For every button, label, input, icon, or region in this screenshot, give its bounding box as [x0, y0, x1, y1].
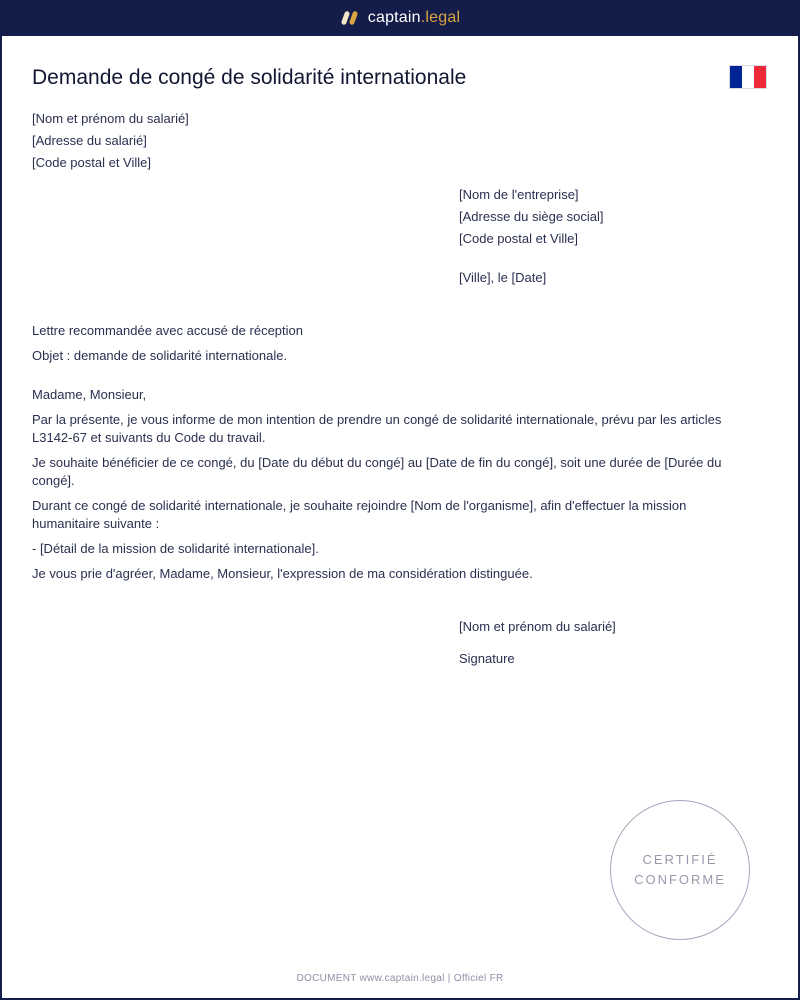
body-paragraph-organisation: Durant ce congé de solidarité internationale, je souhaite rejoindre [Nom de l'organisme], afin d'effectuer la mission humanitaire suivante :	[32, 498, 687, 531]
recipient-city: [Code postal et Ville]	[459, 231, 578, 246]
body-paragraph-mission: - [Détail de la mission de solidarité internationale].	[32, 541, 319, 556]
flag-stripe-red	[754, 66, 766, 88]
france-flag-icon	[729, 65, 767, 89]
double-slash-logo-icon	[340, 10, 360, 26]
brand-name-main: captain	[367, 9, 421, 26]
subject-line: Objet : demande de solidarité internationale.	[32, 348, 288, 363]
stamp-line-1: CERTIFIÉ	[642, 852, 718, 867]
flag-stripe-white	[742, 66, 754, 88]
recipient-address: [Adresse du siège social]	[459, 209, 604, 224]
place-date: [Ville], le [Date]	[459, 270, 547, 285]
body-paragraph-closing: Je vous prie d'agréer, Madame, Monsieur, l'expression de ma considération distinguée.	[32, 566, 533, 581]
salutation: Madame, Monsieur,	[32, 387, 147, 402]
delivery-mode: Lettre recommandée avec accusé de réception	[32, 323, 303, 338]
footer-text: DOCUMENT www.captain.legal | Officiel FR	[296, 973, 504, 984]
body-paragraph-dates: Je souhaite bénéficier de ce congé, du [Date du début du congé] au [Date de fin du congé], soit une durée de [Durée du congé].	[32, 455, 722, 488]
sender-city: [Code postal et Ville]	[32, 155, 151, 170]
sender-address: [Adresse du salarié]	[32, 133, 147, 148]
stamp-line-2: CONFORME	[634, 872, 726, 887]
signature-name: [Nom et prénom du salarié]	[459, 619, 616, 634]
body-paragraph-intent: Par la présente, je vous informe de mon intention de prendre un congé de solidarité internationale, prévu par les articles L3142-67 et suivants du Code du travail.	[32, 412, 722, 445]
top-brand-bar	[0, 0, 800, 36]
flag-stripe-blue	[730, 66, 742, 88]
signature-label: Signature	[459, 651, 515, 666]
brand[interactable]	[340, 9, 460, 27]
recipient-company: [Nom de l'entreprise]	[459, 187, 579, 202]
brand-name	[368, 9, 460, 27]
sender-name: [Nom et prénom du salarié]	[32, 111, 189, 126]
brand-name-accent: .legal	[420, 9, 461, 26]
document-title: Demande de congé de solidarité internationale	[32, 66, 467, 89]
certified-stamp	[610, 800, 750, 940]
